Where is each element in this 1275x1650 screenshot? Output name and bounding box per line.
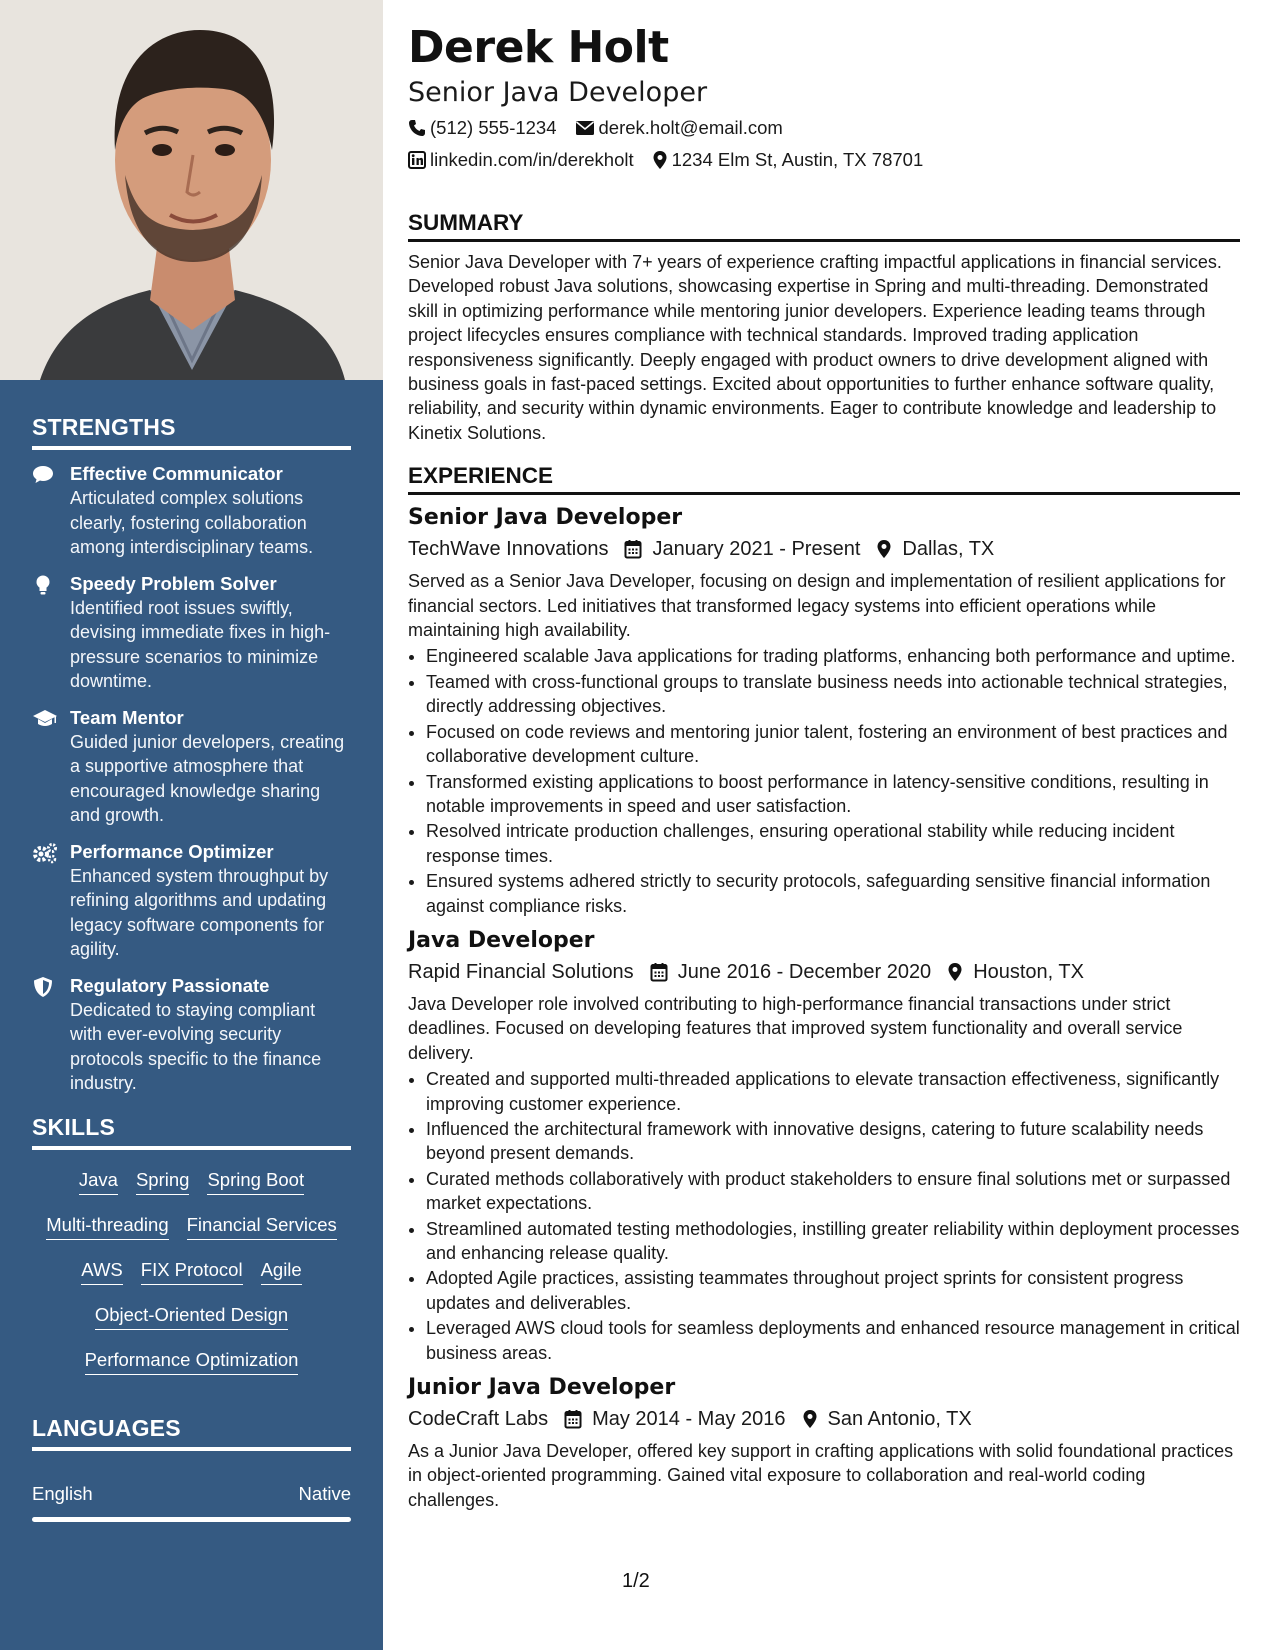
skill-tag: Multi-threading [46,1213,168,1240]
job-entry [408,503,1240,918]
job-bullet: • Created and supported multi-threaded applications to elevate transaction effectiveness, significantly improving customer experience. [426,1067,1240,1116]
skill-tag: Java [79,1168,118,1195]
summary-text: Senior Java Developer with 7+ years of experience crafting impactful applications in financial services. Developed robust Java solutions, showcasing expertise in Spring and multi-threading. Demonstrated skill in optimizing performance while mentoring junior developers. Experience leading teams through project lifecycles ensures compliance with technical standards. Improved trading application responsiveness significantly. Deeply engaged with product owners to drive development aligned with business goals in fast-paced settings. Excited about opportunities to further enhance software quality, reliability, and security within dynamic environments. Eager to contribute knowledge and leadership to Kinetix Solutions. [408,252,1222,443]
skill-tag: Object-Oriented Design [95,1303,288,1330]
speech-bubble-icon [32,462,70,560]
calendar-icon [564,1409,582,1429]
job-bullet: • Resolved intricate production challenges, ensuring operational stability while reducing incident response times. [426,819,1240,868]
linkedin [408,144,634,176]
job-entry [408,1373,1240,1512]
job-dates: May 2014 - May 2016 [592,1408,786,1431]
envelope-icon [575,120,595,136]
languages-heading: LANGUAGES [32,1415,351,1451]
phone-text: (512) 555-1234 [430,117,557,138]
job-bullet: • Transformed existing applications to boost performance in latency-sensitive conditions, resulting in notable improvements in speed and user satisfaction. [426,770,1240,819]
candidate-title: Senior Java Developer [408,77,708,108]
gears-icon [32,840,70,962]
page-number: 1/2 [622,1570,650,1592]
strengths-list [32,462,351,1096]
address [652,144,924,176]
skill-tag: AWS [81,1258,122,1285]
contact-row [408,144,1240,176]
skill-tag: FIX Protocol [141,1258,243,1285]
shield-icon [32,974,70,1096]
phone [408,112,557,144]
job-bullet: • Engineered scalable Java applications for trading platforms, enhancing both performance and uptime. [426,644,1240,668]
skill-tag: Agile [261,1258,302,1285]
summary-heading: SUMMARY [408,210,1240,242]
map-pin-icon [802,1409,818,1429]
job-company: CodeCraft Labs [408,1408,549,1431]
phone-icon [408,119,426,137]
linkedin-text: linkedin.com/in/derekholt [430,149,634,170]
strength-desc: Guided junior developers, creating a supportive atmosphere that encouraged knowledge sharing and growth. [70,731,345,825]
job-summary: Served as a Senior Java Developer, focusing on design and implementation of resilient applications for financial sectors. Led initiatives that transformed legacy systems into efficient operations while maintaining high availability. [408,571,1226,641]
job-meta [408,956,1240,988]
job-location: Houston, TX [973,960,1084,983]
strength-desc: Articulated complex solutions clearly, fostering collaboration among interdisciplinary teams. [70,488,314,557]
skill-row [32,1303,351,1330]
sidebar [0,0,383,1650]
job-entry [408,926,1240,1365]
skill-tag: Spring Boot [207,1168,304,1195]
job-bullet: • Teamed with cross-functional groups to translate business needs into actionable technical strategies, directly addressing objectives. [426,670,1240,719]
skill-row [32,1168,351,1195]
job-bullet: • Leveraged AWS cloud tools for seamless deployments and enhanced resource management in critical business areas. [426,1316,1240,1365]
job-company: TechWave Innovations [408,538,609,561]
job-title: Senior Java Developer [408,505,683,531]
strength-title: Effective Communicator [70,463,283,484]
language-proficiency-bar [32,1517,351,1522]
email [575,112,783,144]
job-bullet: • Streamlined automated testing methodologies, instilling greater reliability within deployment processes and enhancing release quality. [426,1217,1240,1266]
strengths-heading: STRENGTHS [32,414,351,450]
job-bullet: • Curated methods collaboratively with product stakeholders to ensure final solutions met or surpassed market expectations. [426,1167,1240,1216]
job-dates: June 2016 - December 2020 [677,960,932,983]
job-location: San Antonio, TX [827,1408,972,1431]
strength-title: Regulatory Passionate [70,974,270,996]
strength-item [32,462,351,560]
skill-row [32,1213,351,1240]
job-location: Dallas, TX [902,538,995,561]
map-pin-icon [947,962,963,982]
skill-tag: Performance Optimization [85,1348,299,1375]
map-pin-icon [652,150,668,170]
map-pin-icon [876,539,892,559]
language-name: English [32,1482,93,1504]
strength-desc: Identified root issues swiftly, devising immediate fixes in high-pressure scenarios to minimize downtime. [70,597,331,691]
calendar-icon [650,962,668,982]
strength-title: Speedy Problem Solver [70,572,277,594]
experience-heading: EXPERIENCE [408,463,1240,495]
lightbulb-icon [32,572,70,694]
candidate-name: Derek Holt [408,22,669,73]
skills-heading: SKILLS [32,1114,351,1150]
skills-list [32,1168,351,1375]
main-content [408,20,1240,1512]
strength-item [32,974,351,1096]
job-company: Rapid Financial Solutions [408,960,634,983]
profile-photo [0,0,383,380]
contact-row [408,112,1240,144]
skill-row [32,1348,351,1375]
job-bullet: • Influenced the architectural framework with innovative designs, catering to future scalability needs beyond present demands. [426,1117,1240,1166]
job-title: Java Developer [408,927,595,953]
strength-desc: Dedicated to staying compliant with ever-evolving security protocols specific to the finance industry. [70,999,322,1093]
job-bullets [408,1067,1240,1365]
job-summary: Java Developer role involved contributing to high-performance financial transactions under strict deadlines. Focused on developing features that improved system functionality and overall service delivery. [408,993,1183,1063]
strength-title: Performance Optimizer [70,840,274,862]
graduation-cap-icon [32,706,70,828]
job-bullets [408,644,1240,917]
strength-item [32,840,351,962]
job-bullet: • Adopted Agile practices, assisting teammates throughout project sprints for consistent progress updates and deliverables. [426,1266,1240,1315]
strength-item [32,572,351,694]
strength-item [32,706,351,828]
language-item [32,1483,351,1505]
job-title: Junior Java Developer [408,1375,676,1401]
language-level: Native [298,1482,351,1504]
skill-tag: Spring [136,1168,189,1195]
job-dates: January 2021 - Present [652,538,861,561]
email-text: derek.holt@email.com [598,117,783,138]
linkedin-icon [408,151,426,169]
calendar-icon [624,539,642,559]
strength-desc: Enhanced system throughput by refining algorithms and updating legacy software components for agility. [70,865,329,959]
address-text: 1234 Elm St, Austin, TX 78701 [671,149,924,170]
job-bullet: • Ensured systems adhered strictly to security protocols, safeguarding sensitive financial information against compliance risks. [426,869,1240,918]
skill-row [32,1258,351,1285]
job-summary: As a Junior Java Developer, offered key support in crafting applications with solid foundational practices in object-oriented programming. Gained vital exposure to collaboration and real-world coding challenges. [408,1441,1234,1510]
strength-title: Team Mentor [70,706,184,728]
job-meta [408,1403,1240,1435]
skill-tag: Financial Services [187,1213,337,1240]
job-meta [408,533,1240,565]
job-bullet: • Focused on code reviews and mentoring junior talent, fostering an environment of best practices and collaborative development culture. [426,720,1240,769]
